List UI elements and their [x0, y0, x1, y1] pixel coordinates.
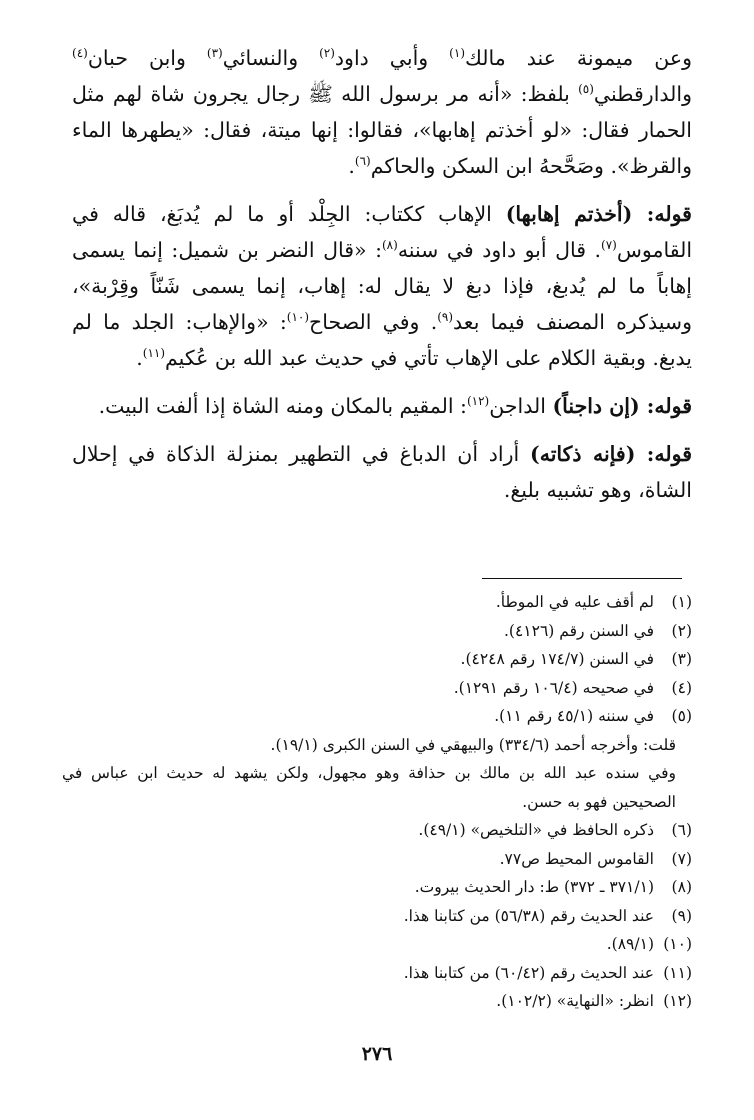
text-span: وأبي داود: [334, 46, 450, 70]
text-span: : المقيم بالمكان ومنه الشاة إذا ألفت البيت.: [98, 394, 467, 418]
text-span: والنسائي: [222, 46, 320, 70]
footnote-item: [62, 702, 692, 731]
footnote-separator: [482, 578, 682, 579]
footnote-item: [62, 959, 692, 988]
footnote-text: لم أقف عليه في الموطأ.: [495, 593, 654, 611]
text-span: : «قال النضر بن شميل: إنما يسمى إهاباً ما لم يُدبغ، فإذا دبغ لا يقال له: إهاب، إنما يسمى شَنّاً وقِرْبة»، وسيذكره المصنف فيما بعد: [72, 238, 692, 334]
footnote-item: [62, 816, 692, 845]
footnote-text: عند الحديث رقم (٥٦/٣٨) من كتابنا هذا.: [403, 906, 654, 925]
paragraph-lead: قوله:: [632, 202, 692, 226]
footnote-number: (٩): [671, 906, 692, 925]
text-span: الإهاب ككتاب: الجِلْد أو ما لم يُدبَغ، قاله في القاموس: [72, 202, 693, 262]
footnote-ref[interactable]: (٦): [354, 154, 371, 169]
paragraph-4: [72, 436, 692, 508]
footnote-number: (٣): [671, 650, 692, 668]
footnote-continuation: قلت: وأخرجه أحمد (٣٣٤/٦) والبيهقي في السنن الكبرى (١٩/١).: [270, 735, 676, 754]
footnote-text: عند الحديث رقم (٦٠/٤٢) من كتابنا هذا.: [403, 963, 654, 982]
quoted-phrase: (إن داجناً): [552, 394, 640, 418]
footnote-item: [62, 617, 692, 646]
text-span: والدارقطني: [593, 82, 692, 106]
footnote-number: (١٢): [663, 992, 692, 1010]
footnote-number: (١٠): [663, 935, 692, 953]
footnote-item: [62, 902, 692, 931]
text-span: وابن حبان: [87, 46, 207, 70]
footnote-number: (١): [671, 593, 692, 611]
footnote-item: [62, 674, 692, 703]
footnote-ref[interactable]: (٣): [206, 46, 223, 61]
text-span: وعن ميمونة عند مالك: [465, 46, 692, 70]
footnote-item: [62, 873, 692, 902]
footnote-ref[interactable]: (٩): [437, 310, 454, 325]
paragraph-lead: قوله:: [639, 394, 692, 418]
text-span: .: [136, 346, 143, 370]
footnote-text: في السنن رقم (٤١٢٦).: [504, 621, 654, 640]
page-number: ٢٧٦: [361, 1043, 393, 1065]
footnote-item: [62, 845, 692, 874]
main-text: [72, 40, 692, 508]
text-span: أراد أن الدباغ في التطهير بمنزلة الذكاة في إحلال الشاة، وهو تشبيه بليغ.: [72, 442, 692, 502]
footnote-ref[interactable]: (١١): [142, 346, 166, 361]
footnote-text: القاموس المحيط ص٧٧.: [499, 849, 654, 868]
footnote-ref[interactable]: (٤): [72, 46, 88, 61]
footnote-ref[interactable]: (٧): [601, 238, 617, 253]
footnote-number: (٦): [671, 821, 692, 839]
footnote-number: (٥): [671, 707, 692, 725]
footnote-number: (٢): [671, 621, 692, 640]
footnote-item: [62, 645, 692, 674]
footnote-text: في السنن (١٧٤/٧ رقم ٤٢٤٨).: [460, 650, 654, 668]
footnote-ref[interactable]: (١٠): [286, 310, 310, 325]
footnote-ref[interactable]: (١٢): [466, 394, 490, 409]
footnote-ref[interactable]: (٨): [381, 238, 398, 253]
text-span: . قال أبو داود في سننه: [397, 238, 602, 262]
text-span: بلفظ: «أنه مر برسول الله ﷺ رجال يجرون شاة لهم مثل الحمار فقال: «لو أخذتم إهابها»، فقالوا: إنها ميتة، فقال: «يطهرها الماء والقرظ». وصَحَّحهُ ابن السكن والحاكم: [72, 82, 692, 178]
footnote-text: (٣٧١/١ ـ ٣٧٢) ط: دار الحديث بيروت.: [414, 878, 654, 896]
paragraph-2: [72, 196, 692, 376]
paragraph-lead: قوله:: [635, 442, 693, 466]
text-span: الداجن: [489, 394, 553, 418]
footnote-ref[interactable]: (٢): [319, 46, 335, 61]
footnote-continuation: وفي سنده عبد الله بن مالك بن حذافة وهو مجهول، ولكن يشهد له حديث ابن عباس في الصحيحين فهو به حسن.: [62, 764, 676, 811]
text-span: . وفي الصحاح: [309, 310, 438, 334]
footnote-text: في سننه (٤٥/١ رقم ١١).: [494, 707, 654, 725]
paragraph-3: [72, 388, 692, 424]
footnote-text: ذكره الحافظ في «التلخيص» (٤٩/١).: [418, 821, 654, 839]
footnote-number: (١١): [663, 963, 692, 982]
footnote-text: في صحيحه (١٠٦/٤ رقم ١٢٩١).: [453, 678, 654, 697]
footnote-text: انظر: «النهاية» (١٠٢/٢).: [496, 992, 654, 1010]
footnote-number: (٨): [671, 878, 692, 896]
footnote-ref[interactable]: (١): [449, 46, 465, 61]
footnote-item: [62, 987, 692, 1016]
footnote-ref[interactable]: (٥): [578, 82, 594, 97]
quoted-phrase: (أخذتم إهابها): [505, 202, 633, 226]
footnote-number: (٧): [671, 849, 692, 868]
text-span: : «والإهاب: الجلد ما لم يدبغ. وبقية الكلام على الإهاب تأتي في حديث عبد الله بن عُكيم: [72, 310, 692, 370]
footnotes: [62, 588, 692, 1016]
footnote-text: (٨٩/١).: [606, 935, 654, 953]
paragraph-1: [72, 40, 692, 184]
footnote-item: [62, 588, 692, 617]
footnote-item: [62, 930, 692, 959]
footnote-number: (٤): [671, 678, 692, 697]
quoted-phrase: (فإنه ذكاته): [530, 442, 636, 466]
text-span: .: [348, 154, 355, 178]
